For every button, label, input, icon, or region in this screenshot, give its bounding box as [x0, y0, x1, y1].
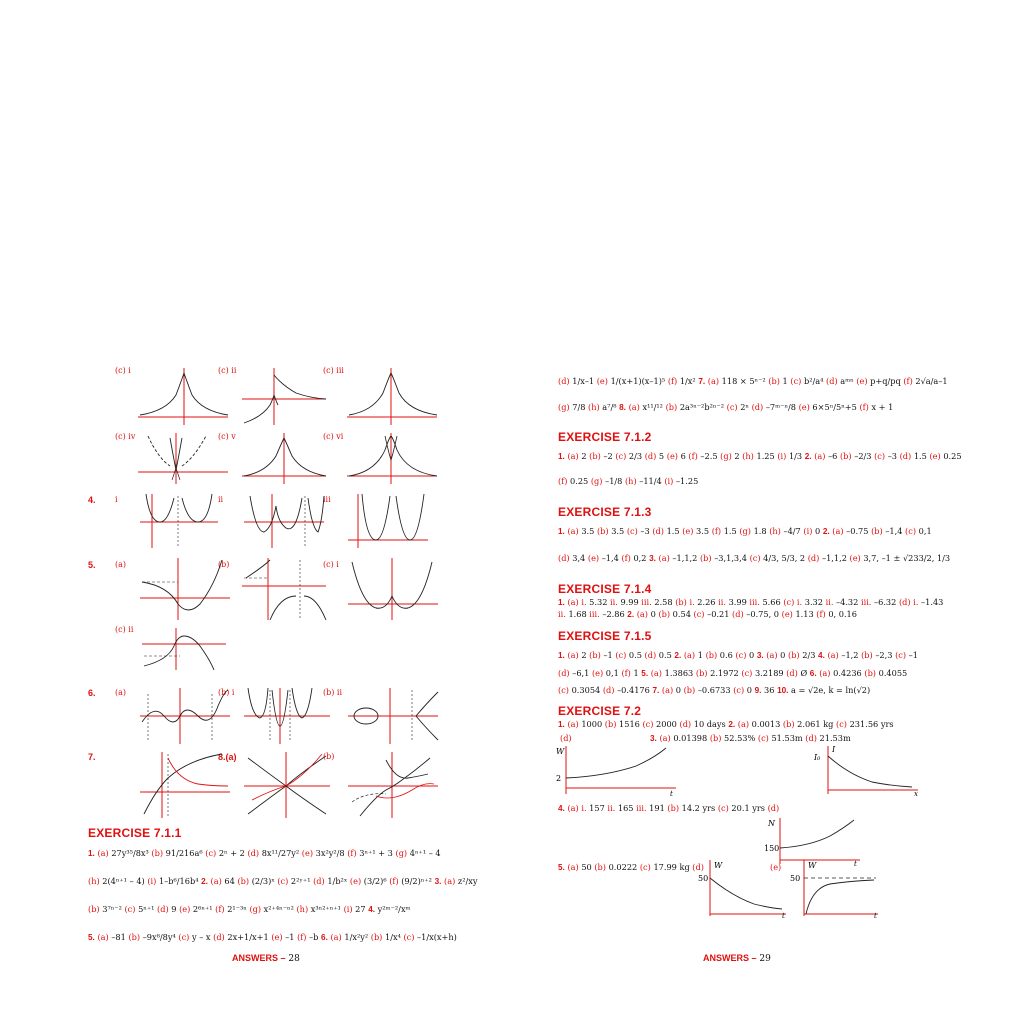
label-q4-i: i [115, 495, 118, 504]
exercise-72-line-4: 5. (a) 50 (b) 0.0222 (c) 17.99 kg (d) [558, 862, 704, 872]
axis-label-w-2: W [714, 861, 723, 870]
page-number-right: 29 [759, 954, 771, 964]
tick-label-50: 50 [698, 874, 709, 883]
label-q6-bi: (b) i [218, 688, 235, 697]
graph-c-i [136, 365, 232, 427]
question-6-number: 6. [88, 688, 96, 698]
graph-c-ii [240, 365, 330, 427]
tick-label-50-2: 50 [790, 874, 801, 883]
exercise-72-line-1: 1. (a) 1000 (b) 1516 (c) 2000 (d) 10 days 2. (a) 0.0013 (b) 2.061 kg (c) 231.56 yrs [558, 719, 894, 729]
graph-q8-a [242, 750, 334, 820]
footer-label: ANSWERS – [232, 953, 286, 963]
graph-q5-a [138, 556, 234, 622]
graph-q4-iii [346, 492, 432, 550]
tick-label-150: 150 [764, 844, 780, 853]
graph-q6-bi [242, 686, 334, 746]
graph-q6-bii [346, 686, 442, 746]
axis-label-w-3: W [808, 861, 817, 870]
graph-q5-cii [140, 626, 230, 672]
label-q4-ii: ii [218, 495, 224, 504]
question-4-number: 4. [88, 495, 96, 505]
graph-72-5d [698, 858, 790, 918]
label-c-iv: (c) iv [115, 432, 136, 441]
exercise-711-line-2: (h) 2(4ⁿ⁺¹ – 4) (i) 1–b⁶/16b⁴ 2. (a) 64 (b) (2/3)ˣ (c) 2²ʸ⁺¹ (d) 1/b²ˣ (e) (3/2)⁶ (f) (9/2)ⁿ⁺² 3. (a) z²/xy [88, 876, 478, 886]
graph-q4-i [138, 492, 222, 550]
exercise-715-title: EXERCISE 7.1.5 [558, 629, 652, 643]
axis-label-w: W [556, 747, 565, 756]
axis-label-x: x [914, 790, 918, 796]
graph-q7 [138, 750, 234, 820]
exercise-711-line-3: (b) 3⁷ⁿ⁻² (c) 5ⁿ⁺¹ (d) 9 (e) 2⁶ⁿ⁺¹ (f) 2¹⁻³ⁿ (g) x²⁺⁴ⁿ⁻ⁿ² (h) x³ⁿ²⁺ⁿ⁺¹ (i) 27 4. y²ᵐ⁻²/xᵐ [88, 904, 411, 914]
answers-top-line-1: (d) 1/x–1 (e) 1/(x+1)(x–1)⁵ (f) 1/x² 7. (a) 118 × 5ⁿ⁻² (b) 1 (c) b²/a⁴ (d) aᵐⁿ (e) p+q/pq (f) 2√a/a–1 [558, 376, 948, 386]
label-c-ii: (c) ii [218, 366, 237, 375]
question-8a-label: 8.(a) [218, 752, 237, 762]
axis-label-t: t [670, 790, 673, 796]
exercise-712-line-1: 1. (a) 2 (b) –2 (c) 2/3 (d) 5 (e) 6 (f) –2.5 (g) 2 (h) 1.25 (i) 1/3 2. (a) –6 (b) –2/3 (c) –3 (d) 1.5 (e) 0.25 [558, 451, 962, 461]
tick-label-2: 2 [556, 774, 562, 783]
graph-72-3d [812, 744, 924, 796]
graph-c-iv [136, 430, 232, 486]
exercise-713-line-2: (d) 3,4 (e) –1,4 (f) 0,2 3. (a) –1,1,2 (b) –3,1,3,4 (c) 4/3, 5/3, 2 (d) –1,1,2 (e) 3,7, –1 ± √233/2, 1/3 [558, 553, 951, 563]
exercise-72-title: EXERCISE 7.2 [558, 704, 642, 718]
exercise-72-line-2: 3. (a) 0.01398 (b) 52.53% (c) 51.53m (d) 21.53m [650, 733, 851, 743]
exercise-711-title: EXERCISE 7.1.1 [88, 826, 182, 840]
exercise-715-line-3: (c) 0.3054 (d) –0.4176 7. (a) 0 (b) –0.6733 (c) 0 9. 36 10. a = √2e, k = ln(√2) [558, 685, 871, 695]
label-q5-a: (a) [115, 560, 127, 569]
graph-c-v [240, 430, 330, 486]
axis-label-n: N [768, 819, 775, 828]
graph-q8-b [346, 750, 442, 820]
label-c-i: (c) i [115, 366, 131, 375]
label-q4-iii: iii [323, 495, 331, 504]
axis-label-t-4: t [874, 912, 877, 918]
axis-label-t-3: t [782, 912, 785, 918]
exercise-714-line-2: ii. 1.68 iii. –2.86 2. (a) 0 (b) 0.54 (c) –0.21 (d) –0.75, 0 (e) 1.13 (f) 0, 0.16 [558, 609, 857, 619]
graph-q6-a [138, 686, 234, 746]
label-q5-b: (b) [218, 560, 230, 569]
exercise-712-line-2: (f) 0.25 (g) –1/8 (h) –11/4 (i) –1.25 [558, 476, 699, 486]
question-7-number: 7. [88, 752, 96, 762]
exercise-714-line-1: 1. (a) i. 5.32 ii. 9.99 iii. 2.58 (b) i. 2.26 ii. 3.99 iii. 5.66 (c) i. 3.32 ii. –4.32 iii. –6.32 (d) i. –1.43 [558, 597, 944, 607]
graph-c-vi [345, 430, 441, 486]
exercise-712-title: EXERCISE 7.1.2 [558, 430, 652, 444]
label-c-vi: (c) vi [323, 432, 344, 441]
axis-label-i: I [832, 745, 836, 754]
page-number: 28 [288, 954, 300, 964]
right-page-footer [703, 953, 771, 964]
label-q5-ci: (c) i [323, 560, 339, 569]
exercise-713-title: EXERCISE 7.1.3 [558, 505, 652, 519]
label-q5-cii: (c) ii [115, 625, 134, 634]
label-c-iii: (c) iii [323, 366, 344, 375]
exercise-714-title: EXERCISE 7.1.4 [558, 582, 652, 596]
label-c-v: (c) v [218, 432, 236, 441]
graph-72-1d [556, 744, 680, 796]
question-5-number: 5. [88, 560, 96, 570]
label-q6-a: (a) [115, 688, 127, 697]
answers-top-line-2: (g) 7/8 (h) a⁷/⁸ 8. (a) x¹¹/¹² (b) 2a³ⁿ⁻²b²ⁿ⁻² (c) 2ⁿ (d) –7ᵐ⁻ⁿ/8 (e) 6×5ⁿ/5ⁿ+5 (f) x + 1 [558, 402, 894, 412]
graph-q5-ci [346, 556, 442, 622]
exercise-713-line-1: 1. (a) 3.5 (b) 3.5 (c) –3 (d) 1.5 (e) 3.5 (f) 1.5 (g) 1.8 (h) –4/7 (i) 0 2. (a) –0.75 (b) –1,4 (c) 0,1 [558, 526, 932, 536]
label-q8-b: (b) [323, 752, 335, 761]
graph-q5-b [240, 556, 330, 622]
exercise-72-line-3: 4. (a) i. 157 ii. 165 iii. 191 (b) 14.2 yrs (c) 20.1 yrs (d) [558, 803, 780, 813]
graph-72-5e [790, 858, 882, 918]
left-page-footer [232, 953, 300, 964]
footer-label-right: ANSWERS – [703, 953, 757, 963]
label-q6-bii: (b) ii [323, 688, 343, 697]
exercise-711-line-1: 1. (a) 27y³⁵/8x³ (b) 91/216a⁶ (c) 2ⁿ + 2 (d) 8x¹¹/27y² (e) 3x²y²/8 (f) 3ⁿ⁺¹ + 3 (g) 4ⁿ⁺¹ – 4 [88, 848, 441, 858]
exercise-72-line-4-e: (e) [770, 862, 782, 872]
exercise-72-line-2-d: (d) [560, 733, 572, 743]
axis-label-t-2: t [854, 860, 857, 866]
axis-label-i0: I₀ [814, 753, 821, 762]
graph-q4-ii [242, 492, 328, 550]
graph-c-iii [345, 365, 441, 427]
exercise-711-line-4: 5. (a) –81 (b) –9x⁸/8y⁴ (c) y – x (d) 2x+1/x+1 (e) –1 (f) –b 6. (a) 1/x²y² (b) 1/x⁴ (c) –1/x(x+h) [88, 932, 457, 942]
exercise-715-line-2: (d) –6,1 (e) 0,1 (f) 1 5. (a) 1.3863 (b) 2.1972 (c) 3.2189 (d) Ø 6. (a) 0.4236 (b) 0.4055 [558, 668, 908, 678]
exercise-715-line-1: 1. (a) 2 (b) –1 (c) 0.5 (d) 0.5 2. (a) 1 (b) 0.6 (c) 0 3. (a) 0 (b) 2/3 4. (a) –1,2 (b) –2,3 (c) –1 [558, 650, 918, 660]
